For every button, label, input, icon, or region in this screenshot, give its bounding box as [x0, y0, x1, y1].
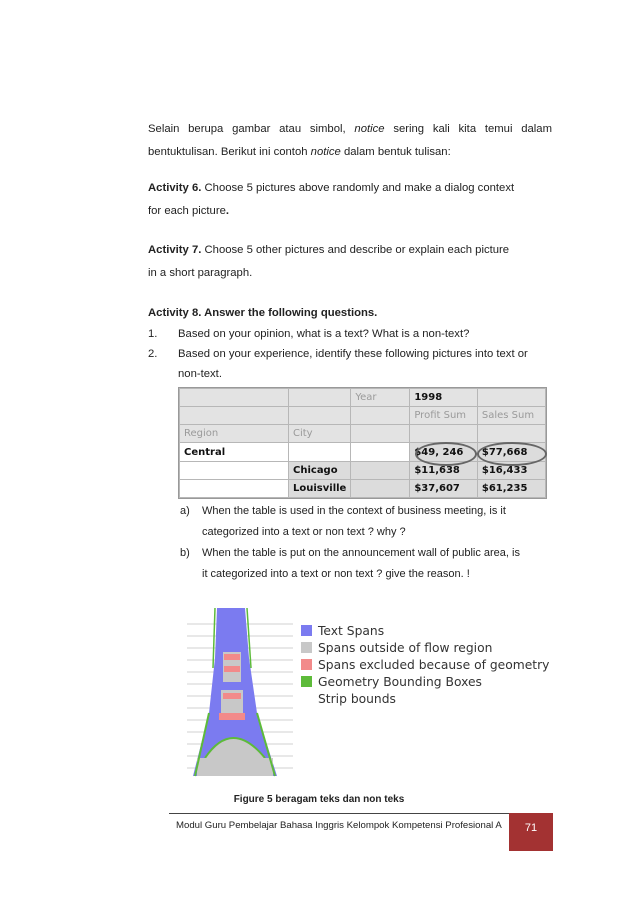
table-year-value: 1998	[410, 389, 478, 407]
question-text: Based on your experience, identify these following pictures into text or	[178, 348, 528, 360]
activity-7-label: Activity 7.	[148, 244, 202, 256]
text-span-figure	[187, 608, 550, 778]
question-text: non-text.	[178, 368, 222, 380]
list-number: b)	[180, 547, 190, 559]
table-cell-sales: $16,433	[477, 461, 545, 479]
intro-line-2	[148, 141, 552, 164]
table-cell-sales: $61,235	[477, 479, 545, 497]
legend-label: Geometry Bounding Boxes	[318, 674, 482, 689]
table-header-region: Region	[180, 425, 289, 443]
intro-emphasis: notice	[354, 123, 385, 135]
intro-text: Selain berupa gambar atau simbol,	[148, 123, 346, 135]
table-cell-city: Chicago	[289, 461, 351, 479]
table-cell-profit: $11,638	[410, 461, 478, 479]
question-text: When the table is put on the announcement wall of public area, is	[202, 547, 520, 559]
highlight-circle	[477, 442, 547, 466]
table-cell	[410, 425, 478, 443]
intro-emphasis: notice	[310, 146, 341, 158]
tower-diagram	[187, 608, 297, 778]
legend-swatch	[301, 693, 312, 704]
table-cell	[351, 407, 410, 425]
legend-swatch	[301, 659, 312, 670]
legend-swatch	[301, 642, 312, 653]
table-cell-profit: $37,607	[410, 479, 478, 497]
legend-label: Strip bounds	[318, 691, 396, 706]
table-cell-region	[180, 461, 289, 479]
intro-line-1	[148, 118, 552, 141]
intro-text: sering kali kita temui dalam	[393, 123, 552, 135]
activity-6-label: Activity 6.	[148, 182, 202, 194]
list-item	[148, 324, 558, 344]
table-cell-region: Central	[180, 443, 289, 461]
table-header-sales: Sales Sum	[477, 407, 545, 425]
highlight-circle	[415, 442, 477, 466]
page-number: 71	[524, 822, 538, 834]
activity-7	[148, 239, 552, 285]
footer-text: Modul Guru Pembelajar Bahasa Inggris Kelompok Kompetensi Profesional A	[176, 820, 502, 831]
pivot-table	[179, 388, 546, 498]
intro-text: dalam bentuk tulisan:	[343, 146, 451, 158]
list-number: a)	[180, 505, 190, 517]
activity-8	[148, 303, 558, 384]
intro-text: bentuktulisan. Berikut ini contoh	[148, 146, 308, 158]
legend-label: Spans excluded because of geometry	[318, 657, 550, 672]
question-text: it categorized into a text or non text ? give the reason. !	[202, 568, 470, 580]
table-cell	[351, 479, 410, 497]
table-row	[180, 479, 546, 497]
figure-caption: Figure 5 beragam teks dan non teks	[233, 794, 405, 805]
intro-paragraph	[148, 118, 552, 164]
table-cell	[289, 407, 351, 425]
activity-8-heading: Activity 8. Answer the following questions.	[148, 307, 378, 319]
table-cell	[477, 389, 545, 407]
question-text: When the table is used in the context of business meeting, is it	[202, 505, 506, 517]
legend-label: Spans outside of flow region	[318, 640, 493, 655]
legend-swatch	[301, 625, 312, 636]
list-number: 2.	[148, 348, 158, 360]
table-cell-city: Louisville	[289, 479, 351, 497]
activity-7-text: Choose 5 other pictures and describe or explain each picture	[204, 244, 510, 256]
table-cell-profit: $49, 246	[410, 443, 478, 461]
activity-6-text: for each picture	[148, 205, 226, 217]
list-number: 1.	[148, 328, 158, 340]
activity-7-text: in a short paragraph.	[148, 267, 253, 279]
table-header-city: City	[289, 425, 351, 443]
table-cell-region	[180, 479, 289, 497]
legend-item	[301, 640, 492, 655]
table-cell	[351, 425, 410, 443]
legend-item	[301, 674, 482, 689]
page-number-box	[509, 813, 553, 851]
list-item	[148, 344, 558, 384]
table-cell	[180, 407, 289, 425]
table-cell-sales: $77,668	[477, 443, 545, 461]
pivot-table-image	[178, 387, 547, 499]
activity-6-period: .	[225, 205, 230, 217]
table-row	[180, 461, 546, 479]
activity-6-text: Choose 5 pictures above randomly and make a dialog context	[204, 182, 515, 194]
table-cell	[180, 389, 289, 407]
legend-item	[301, 691, 396, 706]
question-text: categorized into a text or non text ? why ?	[202, 526, 406, 538]
table-cell	[477, 425, 545, 443]
table-header-year: Year	[351, 389, 410, 407]
activity-6	[148, 177, 552, 223]
legend-swatch	[301, 676, 312, 687]
table-header-profit: Profit Sum	[410, 407, 478, 425]
question-text: Based on your opinion, what is a text? What is a non-text?	[178, 328, 470, 340]
legend-item	[301, 657, 549, 672]
list-item	[180, 543, 560, 585]
table-cell	[351, 443, 410, 461]
footer-divider	[169, 813, 509, 814]
legend-label: Text Spans	[318, 623, 385, 638]
table-cell	[289, 389, 351, 407]
table-cell-city	[289, 443, 351, 461]
list-item	[180, 501, 560, 543]
table-cell	[351, 461, 410, 479]
sub-questions	[180, 501, 560, 585]
legend-item	[301, 623, 384, 638]
